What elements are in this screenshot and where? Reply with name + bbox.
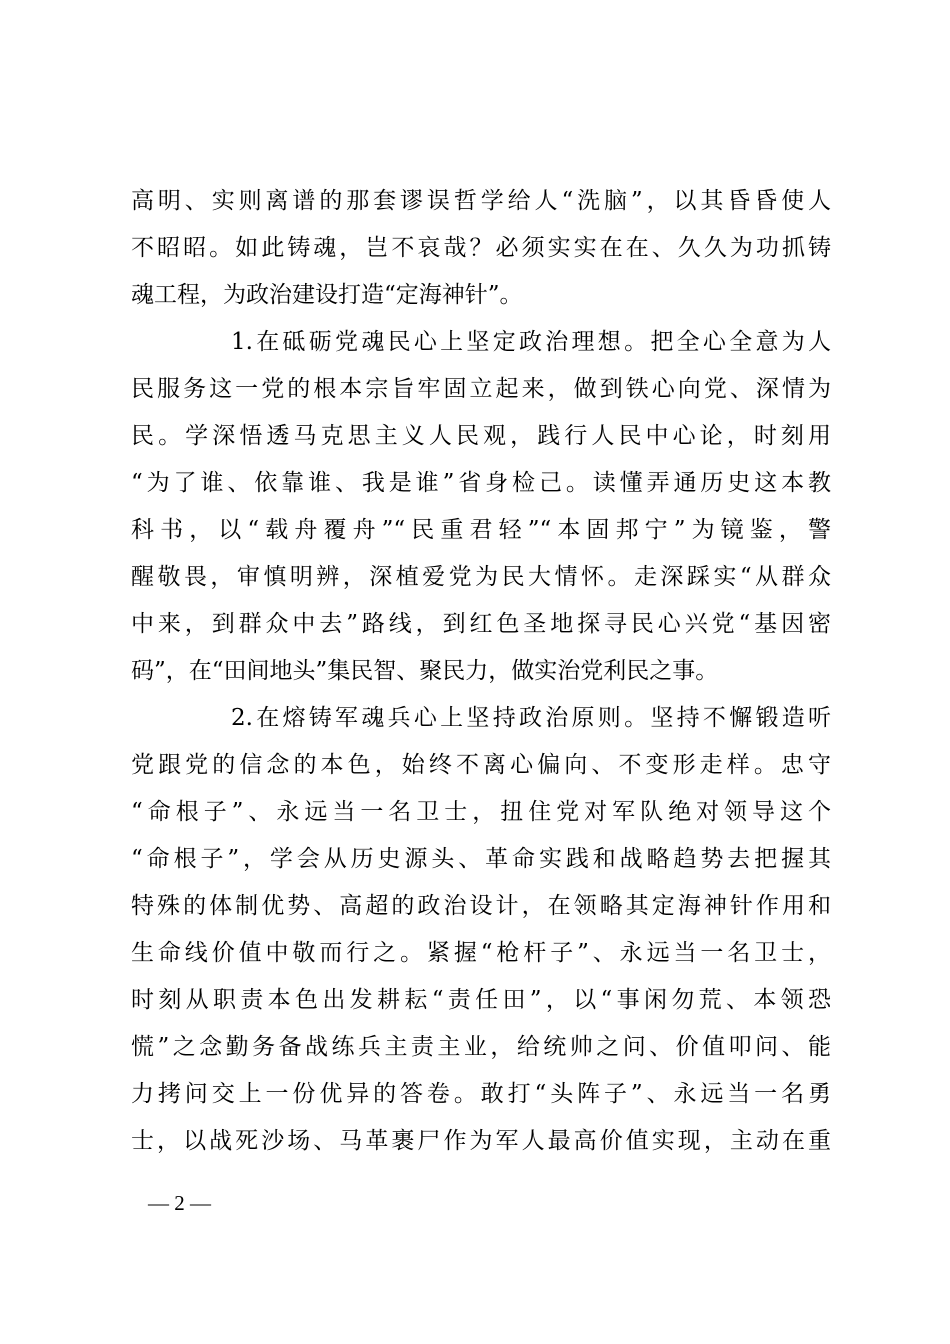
text-line: 民。学深悟透马克思主义人民观，践行人民中心论，时刻用 [131,423,831,449]
text-line: “命根子”，学会从历史源头、革命实践和战略趋势去把握其 [131,846,831,872]
text-line: 中来，到群众中去”路线，到红色圣地探寻民心兴党“基因密 [131,611,831,637]
text-line: 时刻从职责本色出发耕耘“责任田”，以“事闲勿荒、本领恐 [131,987,831,1013]
text-line: 民服务这一党的根本宗旨牢固立起来，做到铁心向党、深情为 [131,376,831,402]
text-line: 慌”之念勤务备战练兵主责主业，给统帅之问、价值叩问、能 [131,1034,831,1060]
text-line: “为了谁、依靠谁、我是谁”省身检己。读懂弄通历史这本教 [131,470,831,496]
text-line: 党跟党的信念的本色，始终不离心偏向、不变形走样。忠守 [131,752,831,778]
text-line: 高明、实则离谱的那套谬误哲学给人“洗脑”，以其昏昏使人 [131,188,831,214]
document-body [131,178,831,1165]
section-heading-line: 1.在砥砺党魂民心上坚定政治理想。把全心全意为人 [231,329,831,355]
text-line: 力拷问交上一份优异的答卷。敢打“头阵子”、永远当一名勇 [131,1081,831,1107]
text-line: 科书，以“载舟覆舟”“民重君轻”“本固邦宁”为镜鉴，警 [131,517,831,543]
text-line: 魂工程，为政治建设打造“定海神针”。 [131,282,523,308]
text-line: 不昭昭。如此铸魂，岂不哀哉？必须实实在在、久久为功抓铸 [131,235,831,261]
text-line: 生命线价值中敬而行之。紧握“枪杆子”、永远当一名卫士， [131,940,831,966]
text-line: 醒敬畏，审慎明辨，深植爱党为民大情怀。走深踩实“从群众 [131,564,831,590]
text-line: 特殊的体制优势、高超的政治设计，在领略其定海神针作用和 [131,893,831,919]
text-line: 码”，在“田间地头”集民智、聚民力，做实治党利民之事。 [131,658,719,684]
text-line: 士，以战死沙场、马革裹尸作为军人最高价值实现，主动在重 [131,1128,831,1154]
text-line: “命根子”、永远当一名卫士，扭住党对军队绝对领导这个 [131,799,831,825]
page-number: — 2 — [148,1191,211,1215]
section-heading-line: 2.在熔铸军魂兵心上坚持政治原则。坚持不懈锻造听 [231,705,831,731]
